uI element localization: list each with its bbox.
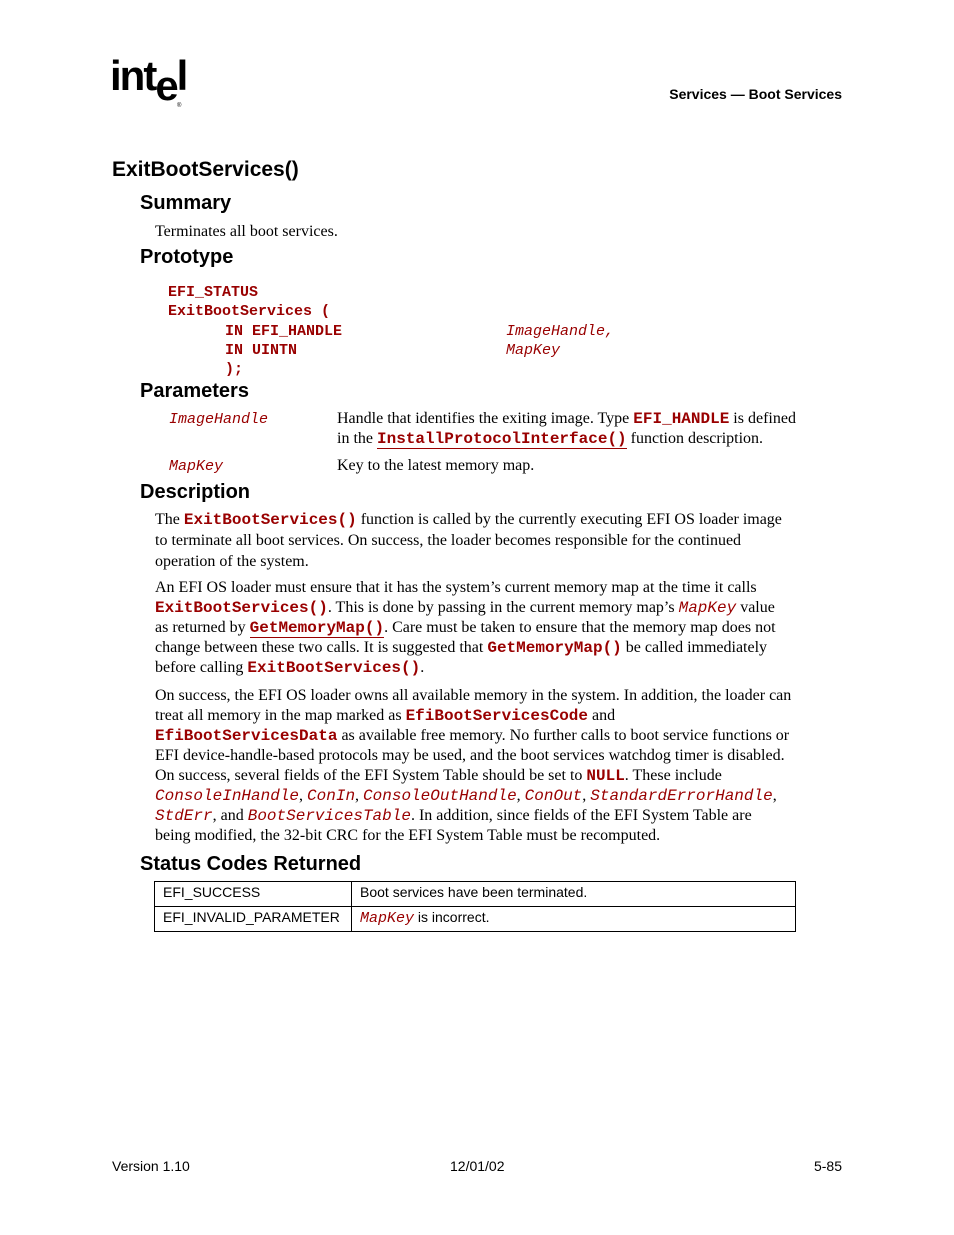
text-run: On success, several fields of the EFI System Table should be set to <box>155 767 587 784</box>
text-run: The <box>155 511 184 528</box>
param-desc-text: is defined <box>729 410 796 427</box>
status-code-cell: EFI_SUCCESS <box>155 882 352 907</box>
code-exitbootservices: ExitBootServices() <box>247 659 421 677</box>
description-paragraph-2 <box>155 578 855 678</box>
text-run: as available free memory. No further calls to boot service functions or <box>337 727 790 744</box>
text-run: function is called by the currently executing EFI OS loader image <box>356 511 782 528</box>
text-run: , <box>355 787 364 804</box>
text-run: , <box>299 787 308 804</box>
prototype-param-name: ImageHandle, <box>506 323 615 340</box>
param-name-mapkey: MapKey <box>169 458 224 475</box>
text-run: , <box>516 787 525 804</box>
param-name-imagehandle: ImageHandle <box>169 411 269 428</box>
footer-date: 12/01/02 <box>450 1158 505 1174</box>
ital-consoleinhandle: ConsoleInHandle <box>155 787 300 805</box>
page-title: ExitBootServices() <box>112 158 299 181</box>
summary-heading: Summary <box>140 192 232 214</box>
prototype-heading: Prototype <box>140 246 234 268</box>
text-line: being modified, the 32-bit CRC for the EFI System Table must be recomputed. <box>155 827 661 844</box>
text-run: be called immediately <box>621 639 768 656</box>
ital-conout: ConOut <box>524 787 583 805</box>
status-desc-cell: Boot services have been terminated. <box>352 882 796 907</box>
text-line: An EFI OS loader must ensure that it has the system’s current memory map at the time it calls <box>155 579 757 596</box>
ital-mapkey: MapKey <box>678 599 737 617</box>
prototype-close: ); <box>225 361 244 378</box>
text-run: , <box>772 787 777 804</box>
running-header: Services — Boot Services <box>669 86 842 102</box>
ital-consoleouthandle: ConsoleOutHandle <box>363 787 517 805</box>
prototype-param-type: IN EFI_HANDLE <box>225 323 343 340</box>
code-exitbootservices: ExitBootServices() <box>155 599 328 617</box>
text-run: value <box>736 599 775 616</box>
code-efibootservicesdata: EfiBootServicesData <box>155 727 338 745</box>
intel-logo-text: intel <box>110 52 187 109</box>
ital-stderr: StdErr <box>155 807 213 825</box>
text-run: before calling <box>155 659 248 676</box>
code-efibootservicescode: EfiBootServicesCode <box>405 707 589 725</box>
link-installprotocolinterface[interactable]: InstallProtocolInterface() <box>377 430 627 448</box>
text-run: and <box>588 707 616 724</box>
text-line: On success, the EFI OS loader owns all available memory in the system. In addition, the loader can <box>155 687 792 704</box>
prototype-param-type: IN UINTN <box>225 342 298 359</box>
ital-conin: ConIn <box>307 787 356 805</box>
param-desc-text: in the <box>337 430 377 447</box>
text-run: , <box>582 787 591 804</box>
ital-mapkey: MapKey <box>360 910 415 927</box>
text-line: to terminate all boot services. On success, the loader becomes responsible for the continued <box>155 532 742 549</box>
param-desc-imagehandle <box>337 409 847 449</box>
status-desc-cell <box>352 907 796 932</box>
status-codes-table <box>154 881 796 932</box>
prototype-function-name: ExitBootServices ( <box>168 303 331 320</box>
code-efi-handle: EFI_HANDLE <box>633 410 730 428</box>
prototype-param-name: MapKey <box>506 342 561 359</box>
text-run: . Care must be taken to ensure that the memory map does not <box>384 619 776 636</box>
code-exitbootservices: ExitBootServices() <box>183 511 357 529</box>
param-desc-mapkey: Key to the latest memory map. <box>337 457 535 474</box>
text-run: change between these two calls. It is suggested that <box>155 639 488 656</box>
summary-text: Terminates all boot services. <box>155 223 338 240</box>
footer-page-number: 5-85 <box>813 1158 842 1174</box>
prototype-return-type: EFI_STATUS <box>168 284 259 301</box>
text-run: . In addition, since fields of the EFI System Table are <box>410 807 752 824</box>
status-code-cell: EFI_INVALID_PARAMETER <box>155 907 352 932</box>
param-desc-text: Handle that identifies the exiting image. Type <box>337 410 634 427</box>
intel-logo <box>110 52 187 109</box>
description-heading: Description <box>140 481 251 503</box>
status-codes-heading: Status Codes Returned <box>140 853 362 875</box>
parameters-heading: Parameters <box>140 380 249 402</box>
text-run: . This is done by passing in the current memory map’s <box>327 599 679 616</box>
text-run: . These include <box>624 767 722 784</box>
text-run: treat all memory in the map marked as <box>155 707 406 724</box>
description-paragraph-1 <box>155 510 855 572</box>
param-desc-text: function description. <box>626 430 764 447</box>
ital-standarderrorhandle: StandardErrorHandle <box>590 787 773 805</box>
description-paragraph-3 <box>155 686 855 846</box>
registered-mark: ® <box>177 103 182 109</box>
code-null: NULL <box>586 767 625 785</box>
ital-bootservicestable: BootServicesTable <box>247 807 411 825</box>
table-row <box>155 882 796 907</box>
table-row <box>155 907 796 932</box>
link-getmemorymap[interactable]: GetMemoryMap() <box>249 619 385 637</box>
footer-version: Version 1.10 <box>112 1158 190 1174</box>
text-line: EFI device-handle-based protocols may be used, and the boot services watchdog timer is disabled. <box>155 747 785 764</box>
text-run: , and <box>212 807 248 824</box>
text-run: . <box>420 659 425 676</box>
status-desc-text: is incorrect. <box>414 909 490 925</box>
text-run: as returned by <box>155 619 250 636</box>
text-line: operation of the system. <box>155 553 309 570</box>
code-getmemorymap: GetMemoryMap() <box>487 639 622 657</box>
